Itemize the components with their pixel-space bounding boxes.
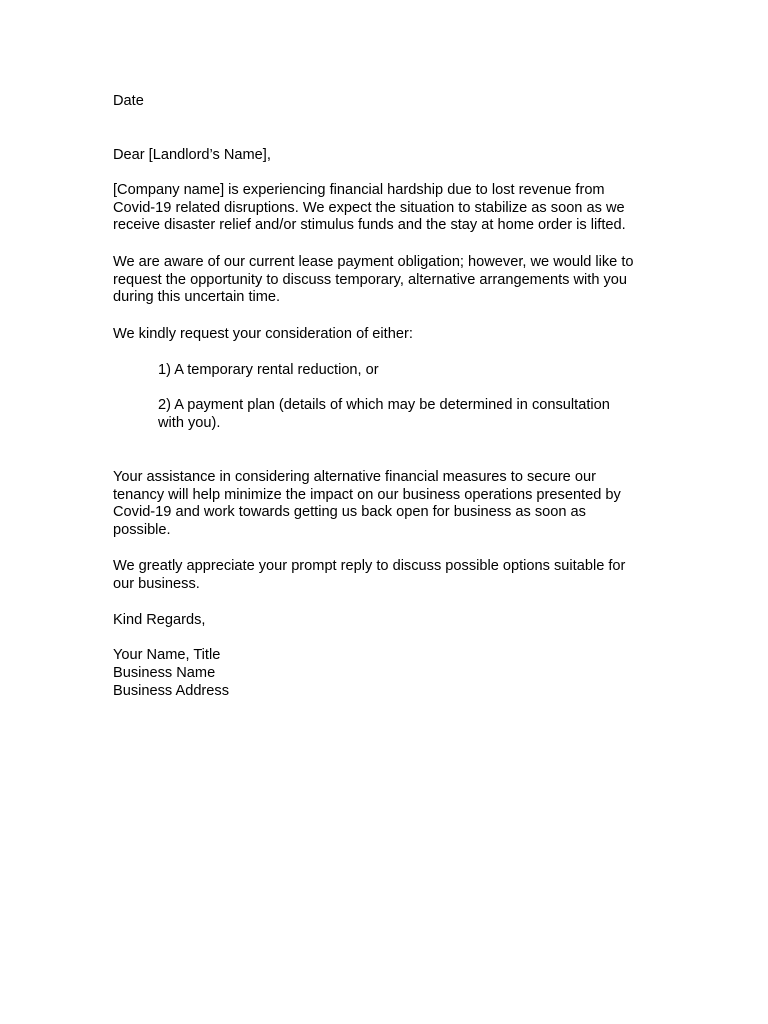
signature-name-title: Your Name, Title <box>113 647 221 663</box>
letter-closing: Kind Regards, <box>113 612 206 628</box>
signature-business-name: Business Name <box>113 665 216 681</box>
paragraph-appreciation: We greatly appreciate your prompt reply to discuss possible options suitable for our business. <box>113 558 626 592</box>
paragraph-obligation: We are aware of our current lease payment obligation; however, we would like to request the opportunity to discuss temporary, alternative arrangements with you during this uncertain time. <box>113 254 634 306</box>
option-payment-plan: 2) A payment plan (details of which may be determined in consultation with you). <box>158 397 610 431</box>
letter-salutation: Dear [Landlord’s Name], <box>113 147 271 163</box>
request-intro: We kindly request your consideration of either: <box>113 326 413 342</box>
paragraph-hardship: [Company name] is experiencing financial hardship due to lost revenue from Covid-19 related disruptions. We expect the situation to stabilize as soon as we receive disaster relief and/or stimulus funds and the stay at home order is lifted. <box>113 182 626 234</box>
option-rental-reduction: 1) A temporary rental reduction, or <box>158 362 379 378</box>
paragraph-assistance: Your assistance in considering alternative financial measures to secure our tenancy will help minimize the impact on our business operations presented by Covid-19 and work towards getting us back open for business as soon as possible. <box>113 469 621 538</box>
letter-date: Date <box>113 93 144 109</box>
signature-business-address: Business Address <box>113 683 230 699</box>
